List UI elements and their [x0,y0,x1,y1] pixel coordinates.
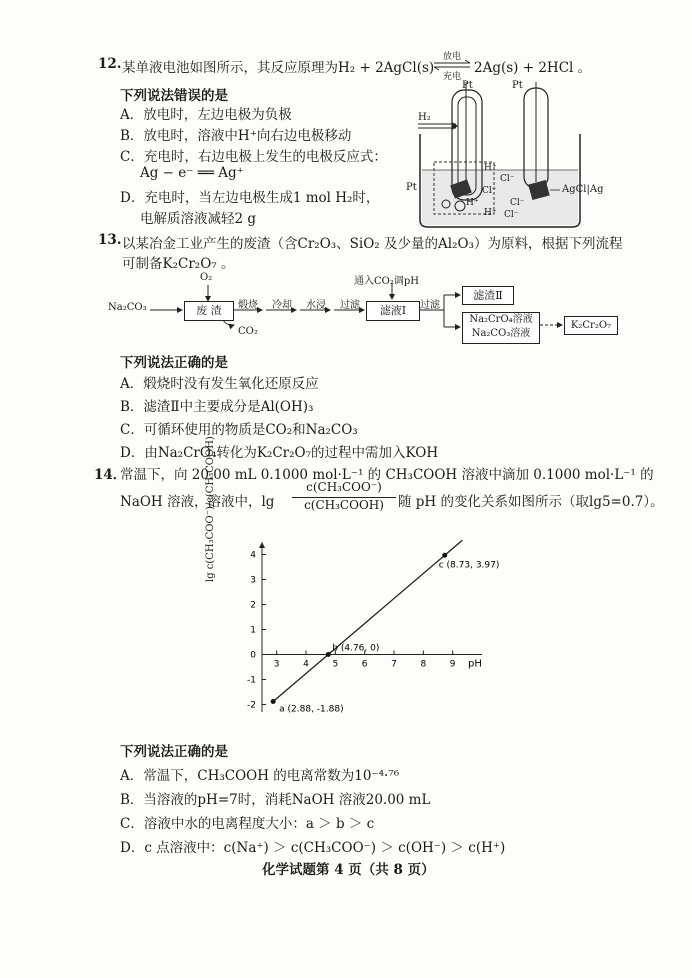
q13-prompt: 下列说法正确的是 [120,355,228,371]
q14-option-b[interactable]: B．当溶液的pH=7时，消耗NaOH 溶液20.00 mL [120,792,431,808]
q14-frac-den: c(CH₃COOH) [304,498,384,512]
y-tick-label: -2 [247,700,256,711]
flow-step-leach: 水浸 [306,300,326,311]
flow-step-filter: 过滤 [340,300,360,311]
q12-stem-end: 2Ag(s) + 2HCl 。 [474,60,592,76]
ion-label: H⁺ [484,208,497,218]
q12-number: 12. [98,56,122,72]
ion-label: Cl⁻ [482,186,497,196]
y-tick-label: -1 [247,675,256,686]
h2-inlet-label: H₂ [418,112,431,123]
q13-stem-line1: 以某冶金工业产生的废渣（含Cr₂O₃、SiO₂ 及少量的Al₂O₃）为原料，根据下列流程 [122,236,623,252]
flow-product-box: K₂Cr₂O₇ [564,316,618,335]
ion-label: H⁺ [466,198,479,208]
flow-o2: O₂ [200,272,213,283]
x-axis-label: pH [468,658,482,670]
data-point-label: b (4.76, 0) [332,643,380,654]
data-point [326,652,331,657]
ion-label: H⁺ [484,163,497,173]
q13-number: 13. [98,232,122,248]
flow-feed-box: 废 渣 [184,301,234,321]
y-tick-label: 1 [250,625,256,636]
q14-frac-num: c(CH₃COO⁻) [306,480,382,494]
flow-step-filter2: 过滤 [420,300,440,311]
y-axis-arrow [259,542,265,548]
flow-filtrate1-box: 滤液Ⅰ [366,301,420,321]
electrochemical-cell-figure [400,82,600,232]
q13-option-a[interactable]: A．煅烧时没有发生氧化还原反应 [120,376,319,392]
q14-prompt: 下列说法正确的是 [120,744,228,760]
q14-stem-line2b: 随 pH 的变化关系如图所示（取lg5=0.7）。 [398,494,664,510]
x-tick-label: 9 [449,659,456,670]
flow-step-cool: 冷却 [272,300,292,311]
y-tick-label: 0 [250,650,256,661]
y-tick-label: 4 [250,550,256,561]
q12-option-b[interactable]: B．放电时，溶液中H⁺向右边电极移动 [120,128,352,144]
q12-arrow-top: 放电 [442,52,461,62]
x-tick-label: 6 [361,659,368,670]
q14-stem-line1: 常温下，向 20.00 mL 0.1000 mol·L⁻¹ 的 CH₃COOH 溶液中滴加 0.1000 mol·L⁻¹ 的 [120,467,654,483]
flow-solution-line2: Na₂CO₃溶液 [471,328,531,339]
q12-arrow-bottom: 充电 [442,72,461,82]
x-tick-label: 7 [391,659,397,670]
page-footer: 化学试题第 4 页（共 8 页） [262,862,435,878]
x-tick-label: 3 [273,659,280,670]
pt-left-label: Pt [462,80,473,91]
q13-option-c[interactable]: C．可循环使用的物质是CO₂和Na₂CO₃ [120,422,358,438]
series-line [273,540,462,701]
agcl-ag-label: AgCl|Ag [562,184,604,195]
q13-stem-line2: 可制备K₂Cr₂O₇ 。 [122,256,235,272]
x-tick-label: 4 [303,659,309,670]
flow-co2-in: 通入CO₂调pH [354,276,419,287]
q12-option-c-equation: Ag − e⁻ ══ Ag⁺ [140,165,244,181]
q12-stem: 某单液电池如图所示，其反应原理为H₂ + 2AgCl(s) [122,60,435,76]
x-tick-label: 5 [332,659,339,670]
data-point-label: c (8.73, 3.97) [438,560,500,571]
q13-option-d[interactable]: D．由Na₂CrO₄转化为K₂Cr₂O₇的过程中需加入KOH [120,445,439,461]
q14-option-d[interactable]: D．c 点溶液中：c(Na⁺) ＞ c(CH₃COO⁻) ＞ c(OH⁻) ＞ c(H⁺) [120,840,506,856]
q12-prompt: 下列说法错误的是 [120,88,228,104]
flow-residue2-box: 滤渣Ⅱ [462,286,514,305]
q14-option-a[interactable]: A．常温下，CH₃COOH 的电离常数为10⁻⁴·⁷⁶ [120,768,400,784]
ion-label: Cl⁻ [510,198,525,208]
q12-option-d[interactable]: D．充电时，当左边电极生成1 mol H₂时， [120,190,380,206]
flow-step-calcine: 煅烧 [238,300,258,311]
q14-option-c[interactable]: C．溶液中水的电离程度大小：a ＞ b ＞ c [120,816,375,832]
flow-solution-line1: Na₂CrO₄溶液 [469,314,533,325]
q12-option-d-cont: 电解质溶液减轻2 g [140,211,257,227]
q13-option-b[interactable]: B．滤渣Ⅱ中主要成分是Al(OH)₃ [120,399,314,415]
y-tick-label: 3 [250,575,256,586]
data-point [442,553,447,558]
x-tick-label: 8 [420,659,427,670]
flow-co2-out: CO₂ [238,326,258,337]
chart-ylabel: lg c(CH₃COO⁻)/c(CH₃COOH) [205,436,216,582]
pt-bottom-label: Pt [406,182,417,193]
data-point [271,699,276,704]
flow-solution-box [462,312,540,344]
ion-label: Cl⁻ [504,210,519,220]
ph-ratio-chart [200,530,500,730]
pt-right-label: Pt [512,80,523,91]
ion-label: Cl⁻ [500,174,515,184]
y-tick-label: 2 [250,600,256,611]
q12-option-a[interactable]: A．放电时，左边电极为负极 [120,107,292,123]
q14-number: 14． [94,467,127,483]
q12-option-c[interactable]: C．充电时，右边电极上发生的电极反应式： [120,149,387,165]
data-point-label: a (2.88, -1.88) [279,704,344,715]
q14-stem-line2a: NaOH 溶液，溶液中，lg [120,494,275,510]
flow-na2co3: Na₂CO₃ [108,302,147,313]
